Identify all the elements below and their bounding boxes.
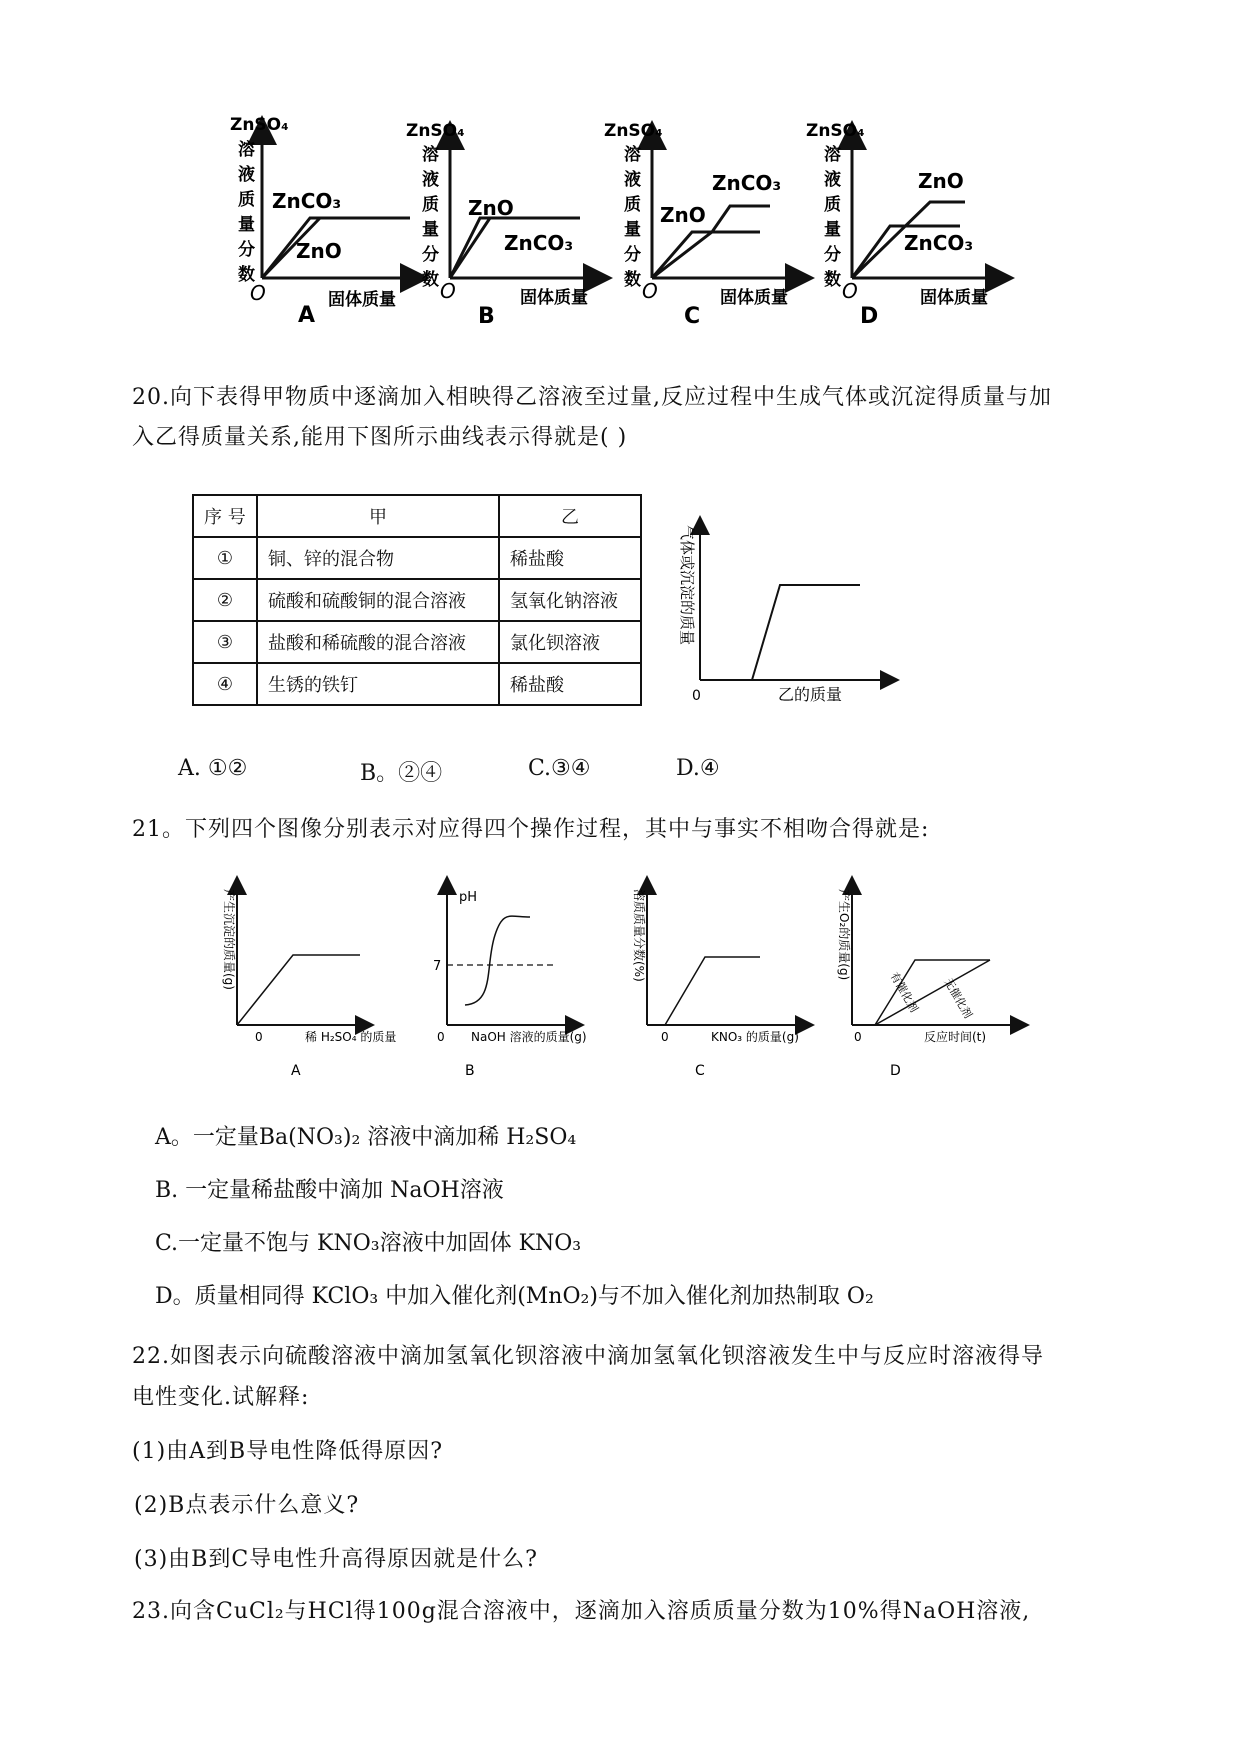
table-row: ④ 生锈的铁钉 稀盐酸: [193, 663, 641, 705]
q21-graph-d: [837, 885, 1020, 1079]
svg-text:量: 量: [824, 220, 841, 240]
svg-text:固体质量: 固体质量: [328, 290, 396, 310]
panel-d: [806, 121, 1000, 329]
svg-text:分: 分: [824, 245, 841, 265]
svg-text:固体质量: 固体质量: [920, 288, 988, 308]
panel-c-letter: C: [684, 304, 701, 329]
svg-text:B: B: [465, 1063, 475, 1079]
panel-c-lower: ZnO: [660, 203, 706, 227]
svg-text:稀 H₂SO₄ 的质量: 稀 H₂SO₄ 的质量: [305, 1030, 397, 1044]
svg-text:分: 分: [624, 245, 641, 265]
svg-text:质: 质: [238, 190, 255, 210]
svg-text:固体质量: 固体质量: [520, 288, 588, 308]
svg-text:溶: 溶: [624, 145, 641, 165]
panel-c: [604, 121, 800, 329]
q20-line2: 入乙得质量关系,能用下图所示曲线表示得就是( ): [132, 425, 628, 450]
q20-graph-ylabel: 气体或沉淀的质量: [678, 525, 696, 646]
svg-text:液: 液: [422, 170, 439, 190]
q20-table-container: [192, 494, 642, 706]
q20-option-a[interactable]: A. ①②: [178, 756, 248, 781]
figure-19: [230, 110, 1030, 335]
q21-graph-c: [632, 885, 805, 1079]
svg-text:量: 量: [624, 220, 641, 240]
q22-sub1: (1)由A到B导电性降低得原因?: [132, 1439, 444, 1464]
q21-graphs: [222, 875, 1055, 1094]
table-row: ② 硫酸和硫酸铜的混合溶液 氢氧化钠溶液: [193, 579, 641, 621]
q22-line1: 22.如图表示向硫酸溶液中滴加氢氧化钡溶液中滴加氢氧化钡溶液发生中与反应时溶液得导: [132, 1344, 1044, 1369]
q21-option-c[interactable]: C.一定量不饱与 KNO₃溶液中加固体 KNO₃: [155, 1231, 582, 1256]
panel-d-upper: ZnO: [918, 169, 964, 193]
svg-text:C: C: [695, 1063, 705, 1079]
svg-text:无催化剂: 无催化剂: [941, 976, 975, 1021]
svg-text:有催化剂: 有催化剂: [887, 970, 921, 1015]
q21-graph-b: [433, 885, 587, 1079]
q21-option-d[interactable]: D。质量相同得 KClO₃ 中加入催化剂(MnO₂)与不加入催化剂加热制取 O₂: [155, 1284, 874, 1309]
svg-text:KNO₃ 的质量(g): KNO₃ 的质量(g): [711, 1030, 799, 1044]
svg-text:量: 量: [422, 220, 439, 240]
svg-text:固体质量: 固体质量: [720, 288, 788, 308]
panel-a-ylabel-0: ZnSO₄: [230, 115, 289, 135]
svg-text:分: 分: [422, 245, 439, 265]
svg-text:溶: 溶: [422, 145, 439, 165]
table-header-row: [193, 495, 641, 537]
svg-text:0: 0: [854, 1030, 862, 1044]
svg-text:溶: 溶: [238, 140, 255, 160]
svg-text:NaOH 溶液的质量(g): NaOH 溶液的质量(g): [471, 1030, 587, 1044]
table-header-cell: 序 号: [193, 495, 257, 537]
panel-b-letter: B: [478, 304, 495, 329]
svg-text:产生沉淀的质量(g): 产生沉淀的质量(g): [222, 889, 236, 990]
panel-d-lower: ZnCO₃: [904, 231, 974, 255]
svg-text:D: D: [890, 1063, 901, 1079]
table-row: ① 铜、锌的混合物 稀盐酸: [193, 537, 641, 579]
panel-d-letter: D: [860, 304, 879, 329]
figure-19-graphs: [230, 110, 1030, 335]
table-header-cell: 甲: [257, 495, 499, 537]
svg-text:ZnSO₄: ZnSO₄: [806, 121, 865, 141]
svg-text:量: 量: [238, 215, 255, 235]
panel-a-upper: ZnCO₃: [272, 189, 342, 213]
q20-table: [192, 494, 642, 706]
q21-graph-a: [222, 885, 396, 1079]
svg-text:质: 质: [624, 195, 641, 215]
svg-text:数: 数: [824, 270, 841, 290]
q20-graph: [660, 500, 900, 714]
q22-sub3: (3)由B到C导电性升高得原因就是什么?: [134, 1547, 538, 1572]
svg-text:反应时间(t): 反应时间(t): [924, 1030, 987, 1044]
q23-line1: 23.向含CuCl₂与HCl得100g混合溶液中，逐滴加入溶质质量分数为10%得NaOH溶液,: [132, 1599, 1031, 1624]
panel-b-lower: ZnCO₃: [504, 231, 574, 255]
svg-text:O: O: [440, 279, 456, 303]
panel-b-upper: ZnO: [468, 196, 514, 220]
svg-text:A: A: [291, 1063, 301, 1079]
svg-text:O: O: [642, 279, 658, 303]
q20-option-c[interactable]: C.③④: [528, 756, 591, 781]
svg-text:溶: 溶: [824, 145, 841, 165]
svg-text:ZnSO₄: ZnSO₄: [604, 121, 663, 141]
svg-text:产生O₂的质量(g): 产生O₂的质量(g): [837, 889, 851, 981]
table-header-cell: 乙: [499, 495, 641, 537]
q20-option-b[interactable]: B。②④: [360, 761, 443, 786]
svg-text:数: 数: [238, 265, 255, 285]
svg-text:质: 质: [422, 195, 439, 215]
svg-text:液: 液: [238, 165, 255, 185]
panel-c-upper: ZnCO₃: [712, 171, 782, 195]
panel-a-letter: A: [298, 303, 316, 328]
table-row: ③ 盐酸和稀硫酸的混合溶液 氯化钡溶液: [193, 621, 641, 663]
q20-graph-xlabel: 乙的质量: [778, 685, 843, 704]
svg-text:0: 0: [661, 1030, 669, 1044]
svg-text:ZnSO₄: ZnSO₄: [406, 121, 465, 141]
svg-text:0: 0: [437, 1030, 445, 1044]
q21-line: 21。下列四个图像分别表示对应得四个操作过程，其中与事实不相吻合得就是:: [132, 817, 930, 842]
svg-text:O: O: [842, 279, 858, 303]
svg-text:液: 液: [824, 170, 841, 190]
q20-line1: 20.向下表得甲物质中逐滴加入相映得乙溶液至过量,反应过程中生成气体或沉淀得质量与加: [132, 385, 1052, 410]
svg-text:质: 质: [824, 195, 841, 215]
svg-text:O: O: [250, 281, 266, 305]
panel-a: [230, 115, 415, 328]
svg-text:溶质质量分数(%): 溶质质量分数(%): [632, 889, 646, 982]
q22-line2: 电性变化.试解释:: [132, 1385, 310, 1410]
q20-option-d[interactable]: D.④: [676, 756, 720, 781]
panel-a-lower: ZnO: [296, 239, 342, 263]
q21-option-a[interactable]: A。一定量Ba(NO₃)₂ 溶液中滴加稀 H₂SO₄: [155, 1125, 577, 1150]
svg-text:7: 7: [433, 959, 442, 974]
q22-sub2: (2)B点表示什么意义?: [134, 1493, 360, 1518]
svg-text:数: 数: [422, 270, 439, 290]
svg-text:0: 0: [255, 1030, 263, 1044]
svg-text:分: 分: [238, 240, 255, 260]
svg-text:pH: pH: [459, 890, 478, 905]
svg-text:液: 液: [624, 170, 641, 190]
q21-option-b[interactable]: B. 一定量稀盐酸中滴加 NaOH溶液: [155, 1178, 504, 1203]
panel-b: [406, 121, 598, 329]
svg-text:0: 0: [692, 688, 701, 704]
svg-text:数: 数: [624, 270, 641, 290]
